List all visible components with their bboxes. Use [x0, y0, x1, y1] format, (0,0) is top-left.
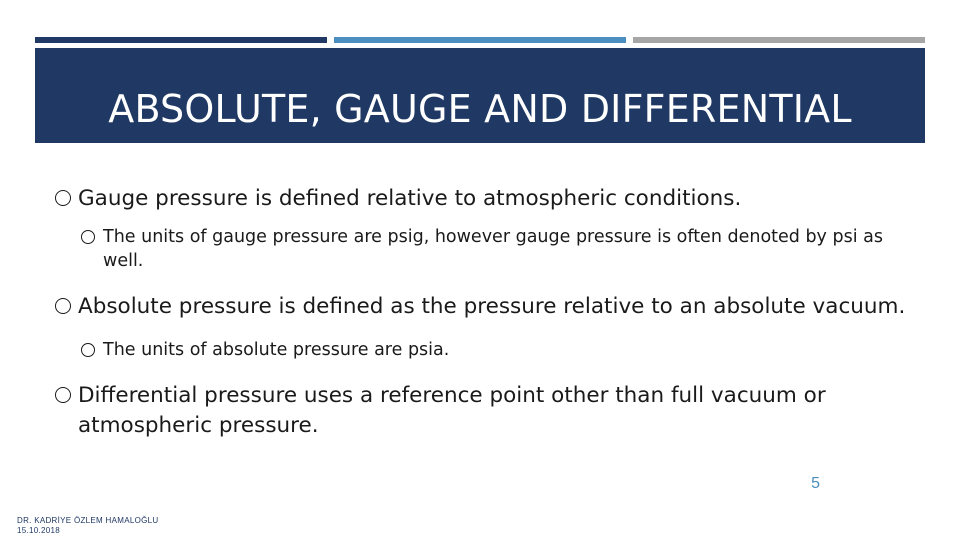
slide-content	[55, 184, 915, 441]
sub-bullet-absolute-units	[55, 338, 915, 362]
bullet-differential	[55, 381, 915, 441]
sub-bullet-gauge-units	[55, 225, 915, 273]
sub-bullet-text: The units of absolute pressure are psia.	[103, 340, 450, 360]
footer-date: 15.10.2018	[17, 526, 61, 535]
page-number: 5	[811, 475, 820, 492]
hollow-circle-icon	[55, 298, 71, 314]
sub-bullet-text: The units of gauge pressure are psig, however gauge pressure is often denoted by psi as well.	[103, 227, 883, 271]
bullet-absolute	[55, 292, 915, 322]
hollow-circle-icon	[55, 387, 71, 403]
footer-author: DR. KADRİYE ÖZLEM HAMALOĞLU	[17, 516, 159, 525]
accent-bar-gray	[633, 37, 925, 43]
slide-title: ABSOLUTE, GAUGE AND DIFFERENTIAL	[108, 87, 852, 131]
bullet-text: Gauge pressure is defined relative to atmospheric conditions.	[78, 186, 742, 211]
bullet-text: Differential pressure uses a reference point other than full vacuum or atmospheric pressure.	[78, 383, 826, 438]
hollow-circle-icon	[81, 343, 95, 357]
footer	[17, 516, 158, 536]
bullet-text: Absolute pressure is defined as the pressure relative to an absolute vacuum.	[78, 294, 906, 319]
accent-bar-dark	[35, 37, 327, 43]
bullet-gauge	[55, 184, 915, 214]
hollow-circle-icon	[81, 230, 95, 244]
hollow-circle-icon	[55, 190, 71, 206]
accent-bar-blue	[334, 37, 626, 43]
